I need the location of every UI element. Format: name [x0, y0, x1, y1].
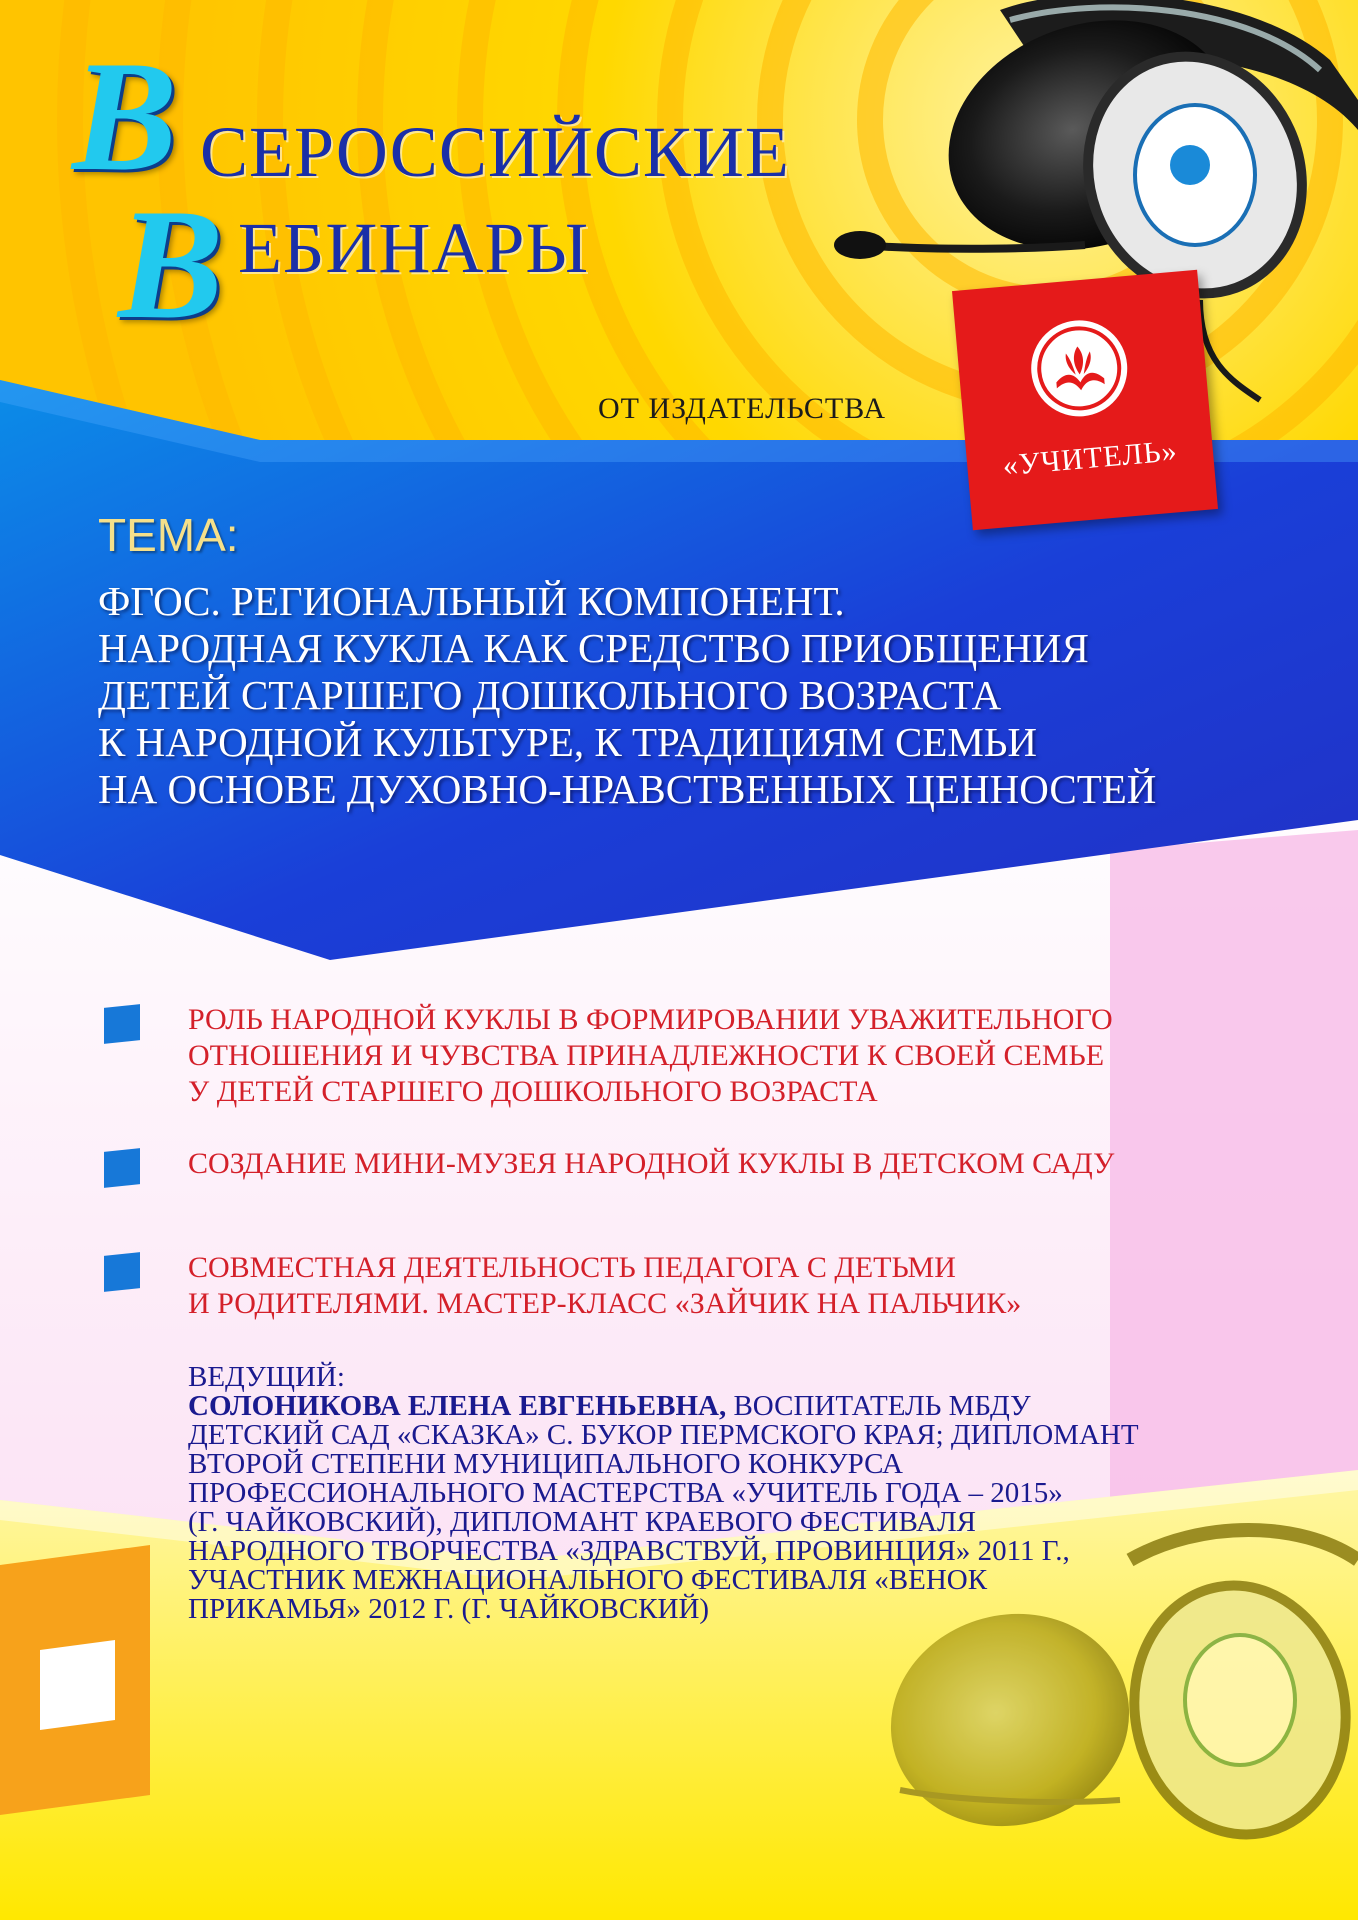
presenter-line: ДЕТСКИЙ САД «СКАЗКА» С. БУКОР ПЕРМСКОГО КРАЯ; ДИПЛОМАНТ	[188, 1419, 1139, 1451]
topic-label: ТЕМА:	[98, 509, 239, 561]
topic-line: ФГОС. РЕГИОНАЛЬНЫЙ КОМПОНЕНТ.	[98, 578, 845, 624]
bullet-item-3	[188, 1250, 1021, 1322]
presenter-line: ПРОФЕССИОНАЛЬНОГО МАСТЕРСТВА «УЧИТЕЛЬ ГОДА – 2015»	[188, 1477, 1063, 1509]
publisher-logo	[952, 270, 1218, 531]
bullet-line: РОЛЬ НАРОДНОЙ КУКЛЫ В ФОРМИРОВАНИИ УВАЖИТЕЛЬНОГО	[188, 1003, 1113, 1036]
presenter-block	[188, 1363, 1248, 1624]
bullet-line: ОТНОШЕНИЯ И ЧУВСТВА ПРИНАДЛЕЖНОСТИ К СВОЕЙ СЕМЬЕ	[188, 1039, 1105, 1072]
bullet-square-icon	[104, 1004, 140, 1044]
book-emblem-icon	[1027, 316, 1131, 420]
title-line-2: ЕБИНАРЫ	[238, 208, 590, 288]
presenter-line: ПРИКАМЬЯ» 2012 Г. (Г. ЧАЙКОВСКИЙ)	[188, 1593, 710, 1625]
topic-line: НА ОСНОВЕ ДУХОВНО-НРАВСТВЕННЫХ ЦЕННОСТЕЙ	[98, 766, 1157, 812]
topic-line: НАРОДНАЯ КУКЛА КАК СРЕДСТВО ПРИОБЩЕНИЯ	[98, 625, 1089, 671]
title-line-1: СЕРОССИЙСКИЕ	[200, 112, 790, 192]
presenter-first-line	[188, 1392, 1248, 1421]
bullet-line: И РОДИТЕЛЯМИ. МАСТЕР-КЛАСС «ЗАЙЧИК НА ПАЛЬЧИК»	[188, 1287, 1022, 1320]
presenter-label: ВЕДУЩИЙ:	[188, 1361, 345, 1393]
publisher-prefix: ОТ ИЗДАТЕЛЬСТВА	[598, 392, 887, 425]
presenter-line: ВТОРОЙ СТЕПЕНИ МУНИЦИПАЛЬНОГО КОНКУРСА	[188, 1448, 903, 1480]
presenter-position: ВОСПИТАТЕЛЬ МБДУ	[726, 1390, 1031, 1422]
title-initial-1: В	[72, 29, 178, 204]
bullet-line: СОЗДАНИЕ МИНИ-МУЗЕЯ НАРОДНОЙ КУКЛЫ В ДЕТСКОМ САДУ	[188, 1147, 1115, 1180]
bullet-item-1	[188, 1002, 1113, 1110]
topic-line: ДЕТЕЙ СТАРШЕГО ДОШКОЛЬНОГО ВОЗРАСТА	[98, 672, 1002, 718]
bullet-item-2	[188, 1146, 1114, 1182]
presenter-name: СОЛОНИКОВА ЕЛЕНА ЕВГЕНЬЕВНА,	[188, 1390, 727, 1422]
bullet-square-icon	[104, 1148, 140, 1188]
title-initial-2: В	[118, 177, 224, 352]
bullet-square-icon	[104, 1252, 140, 1292]
topic-text	[98, 578, 1156, 813]
logo-caption: «УЧИТЕЛЬ»	[1001, 434, 1179, 483]
bullet-line: У ДЕТЕЙ СТАРШЕГО ДОШКОЛЬНОГО ВОЗРАСТА	[188, 1075, 878, 1108]
presenter-line: УЧАСТНИК МЕЖНАЦИОНАЛЬНОГО ФЕСТИВАЛЯ «ВЕНОК	[188, 1564, 988, 1596]
topic-line: К НАРОДНОЙ КУЛЬТУРЕ, К ТРАДИЦИЯМ СЕМЬИ	[98, 719, 1037, 765]
bullet-line: СОВМЕСТНАЯ ДЕЯТЕЛЬНОСТЬ ПЕДАГОГА С ДЕТЬМИ	[188, 1251, 956, 1284]
presenter-line: НАРОДНОГО ТВОРЧЕСТВА «ЗДРАВСТВУЙ, ПРОВИНЦИЯ» 2011 Г.,	[188, 1535, 1070, 1567]
presenter-line: (Г. ЧАЙКОВСКИЙ), ДИПЛОМАНТ КРАЕВОГО ФЕСТИВАЛЯ	[188, 1506, 976, 1538]
